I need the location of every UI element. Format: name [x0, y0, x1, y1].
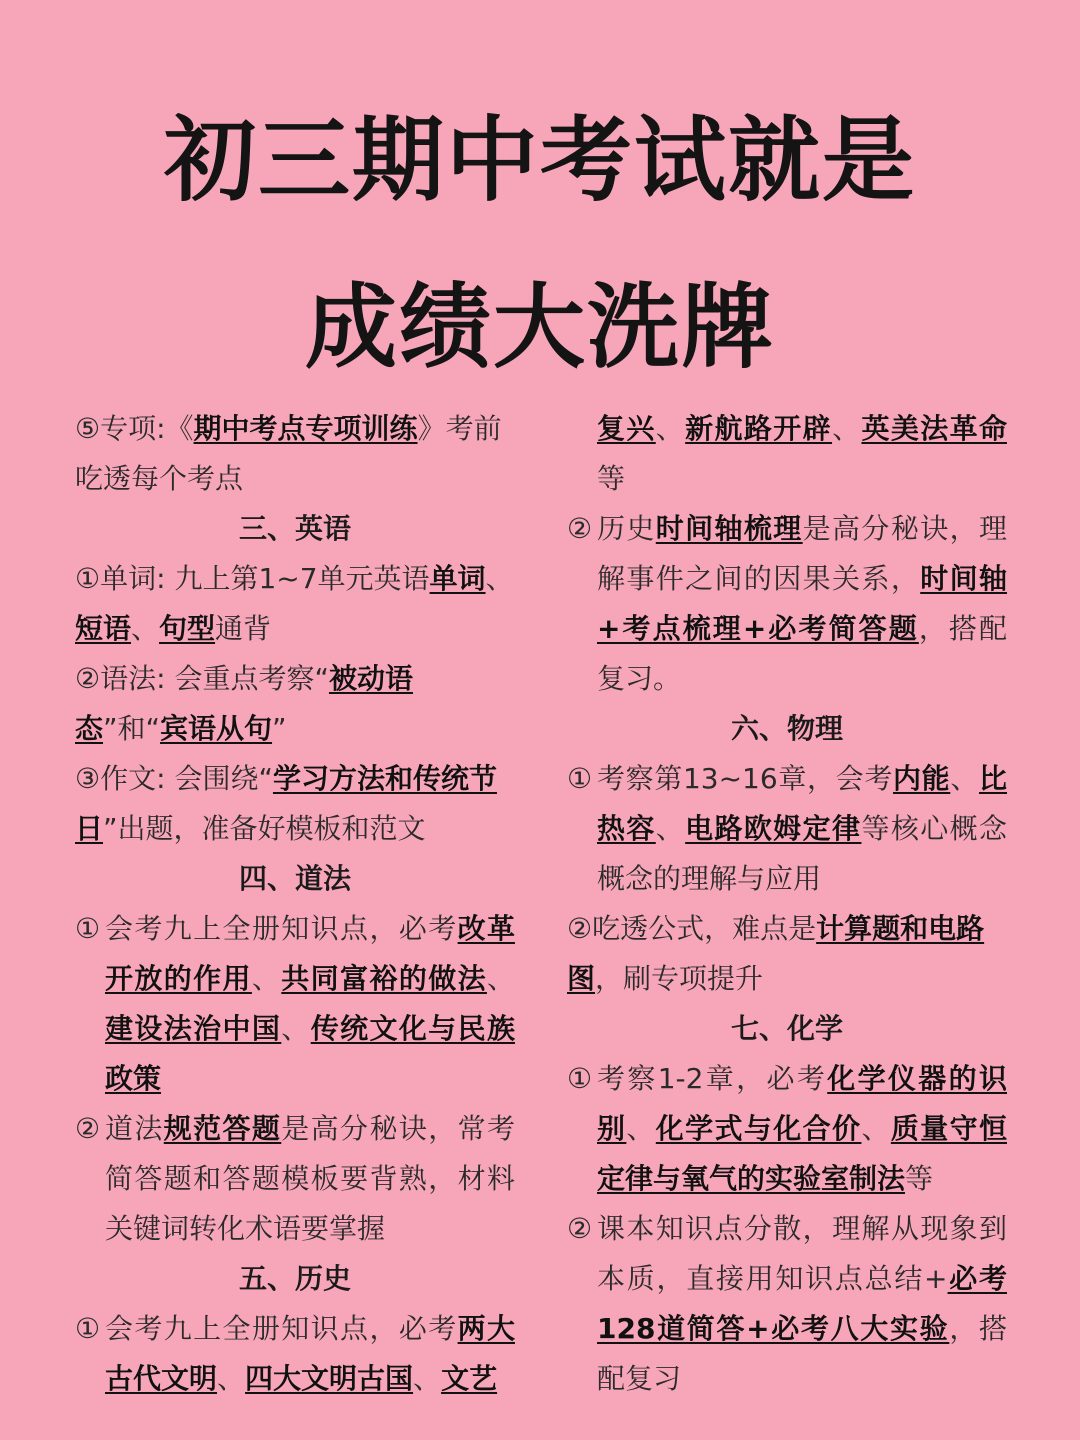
left-column	[75, 404, 515, 1404]
key-point: 传统文化与民族政策	[105, 1012, 515, 1095]
history-item-1	[75, 1304, 515, 1404]
item-text-block	[105, 1304, 515, 1404]
english-item-3	[75, 754, 515, 854]
key-point: 新航路开辟	[685, 412, 833, 445]
key-point: 比热容	[597, 762, 1007, 845]
separator: 、	[626, 1112, 656, 1145]
key-point: 两大古代文明	[105, 1312, 515, 1395]
key-point: 化学式与化合价	[655, 1112, 862, 1145]
item-text-block	[597, 754, 1007, 904]
english-item-2	[75, 654, 515, 754]
chemistry-item-1	[567, 1054, 1007, 1204]
item-text: ”和“	[103, 712, 161, 745]
item-text-block	[105, 1104, 515, 1254]
item-number: ①	[75, 562, 101, 595]
key-point: 复兴	[597, 412, 656, 445]
morality-item-2	[75, 1104, 515, 1254]
item-text: ，刷专项提升	[595, 962, 764, 995]
item-number: ③	[75, 762, 101, 795]
page-title-line1: 初三期中考试就是	[163, 107, 916, 214]
key-point: 电路欧姆定律	[685, 812, 862, 845]
item-text: 通背	[215, 612, 272, 645]
history-item-2	[567, 504, 1007, 704]
key-point: 宾语从句	[160, 712, 273, 745]
separator: 、	[655, 412, 686, 445]
item-text-block	[597, 1054, 1007, 1204]
key-point: 四大文明古国	[245, 1362, 414, 1395]
item-number: ①	[567, 1062, 593, 1095]
item-text: ”	[272, 712, 287, 745]
key-point: 计算题和电路图	[567, 912, 985, 995]
item-number: ②	[75, 1112, 101, 1145]
history-item-1-continued	[567, 404, 1007, 504]
section-heading-english: 三、英语	[238, 512, 351, 545]
page-title-line2: 成绩大洗牌	[304, 274, 775, 381]
item-text: ，搭配复习	[597, 1312, 1007, 1395]
item-text: 等核心概念概念的理解与应用	[597, 812, 1007, 895]
separator: 、	[655, 812, 686, 845]
item-text-block	[597, 1204, 1007, 1404]
key-point: 改革开放的作用	[105, 912, 515, 995]
item-text: 课本知识点分散，理解从现象到本质，直接用知识点总结+	[597, 1212, 1007, 1295]
item-text-block	[597, 504, 1007, 704]
item-number: ②	[567, 512, 593, 545]
item-text: 语法: 会重点考察“	[100, 662, 329, 695]
item-text: 吃透公式，难点是	[592, 912, 817, 945]
separator: 、	[251, 962, 282, 995]
separator: 、	[832, 412, 862, 445]
key-point: 短语	[75, 612, 132, 645]
key-point: 规范答题	[163, 1112, 282, 1145]
physics-item-2	[567, 904, 1007, 1004]
key-point: 单词	[429, 562, 486, 595]
separator: 、	[281, 1012, 311, 1045]
key-point: 时间轴梳理	[655, 512, 803, 545]
key-point: 化学仪器的识别	[597, 1062, 1007, 1145]
item-text: 历史	[597, 512, 656, 545]
key-point: 文艺	[441, 1362, 498, 1395]
section-heading-morality: 四、道法	[238, 862, 351, 895]
item-text: ”出题，准备好模板和范文	[103, 812, 426, 845]
key-point: 建设法治中国	[105, 1012, 282, 1045]
item-number: ①	[567, 762, 593, 795]
item-number: ①	[75, 1312, 101, 1345]
separator: 、	[486, 962, 515, 995]
section-heading-physics: 六、物理	[730, 712, 843, 745]
item-text-block	[105, 904, 515, 1104]
section-heading-history: 五、历史	[238, 1262, 351, 1295]
separator: 、	[413, 1362, 442, 1395]
item-text: 道法	[105, 1112, 164, 1145]
key-point: 必考128道简答+必考八大实验	[597, 1262, 1007, 1345]
item-text: 专项:《	[100, 412, 194, 445]
physics-item-1	[567, 754, 1007, 904]
item-text: 等	[597, 462, 626, 495]
special-training-item	[75, 404, 515, 504]
key-point: 被动语态	[75, 662, 413, 745]
morality-item-1	[75, 904, 515, 1104]
separator: 、	[950, 762, 979, 795]
item-text: 》考前吃透每个考点	[75, 412, 502, 495]
key-point: 内能	[892, 762, 951, 795]
item-text: 考察第13~16章，会考	[597, 762, 893, 795]
item-text: 作文: 会围绕“	[100, 762, 273, 795]
item-text: 单词: 九上第1~7单元英语	[100, 562, 430, 595]
item-number: ②	[567, 1212, 593, 1245]
key-point: 期中考点专项训练	[193, 412, 418, 445]
item-text: 会考九上全册知识点，必考	[105, 1312, 458, 1345]
key-point: 英美法革命	[861, 412, 1007, 445]
separator: 、	[131, 612, 160, 645]
item-text: 等	[905, 1162, 934, 1195]
item-text: ，搭配复习。	[597, 612, 1007, 695]
english-item-1	[75, 554, 515, 654]
item-text: 是高分秘诀，常考简答题和答题模板要背熟，材料关键词转化术语要掌握	[105, 1112, 515, 1245]
key-point: 学习方法和传统节日	[75, 762, 497, 845]
item-number: ②	[567, 912, 593, 945]
item-text: 会考九上全册知识点，必考	[105, 912, 458, 945]
separator: 、	[485, 562, 514, 595]
item-number: ⑤	[75, 412, 101, 445]
item-number: ①	[75, 912, 101, 945]
item-text: 考察1-2章，必考	[597, 1062, 828, 1095]
item-text: 是高分秘诀，理解事件之间的因果关系，	[597, 512, 1007, 595]
separator: 、	[861, 1112, 891, 1145]
chemistry-item-2	[567, 1204, 1007, 1404]
key-point: 时间轴+考点梳理+必考简答题	[597, 562, 1007, 645]
key-point: 句型	[159, 612, 216, 645]
key-point: 共同富裕的做法	[281, 962, 487, 995]
right-column	[567, 404, 1007, 1404]
key-point: 质量守恒定律与氧气的实验室制法	[597, 1112, 1007, 1195]
separator: 、	[217, 1362, 246, 1395]
section-heading-chemistry: 七、化学	[730, 1012, 843, 1045]
item-number: ②	[75, 662, 101, 695]
